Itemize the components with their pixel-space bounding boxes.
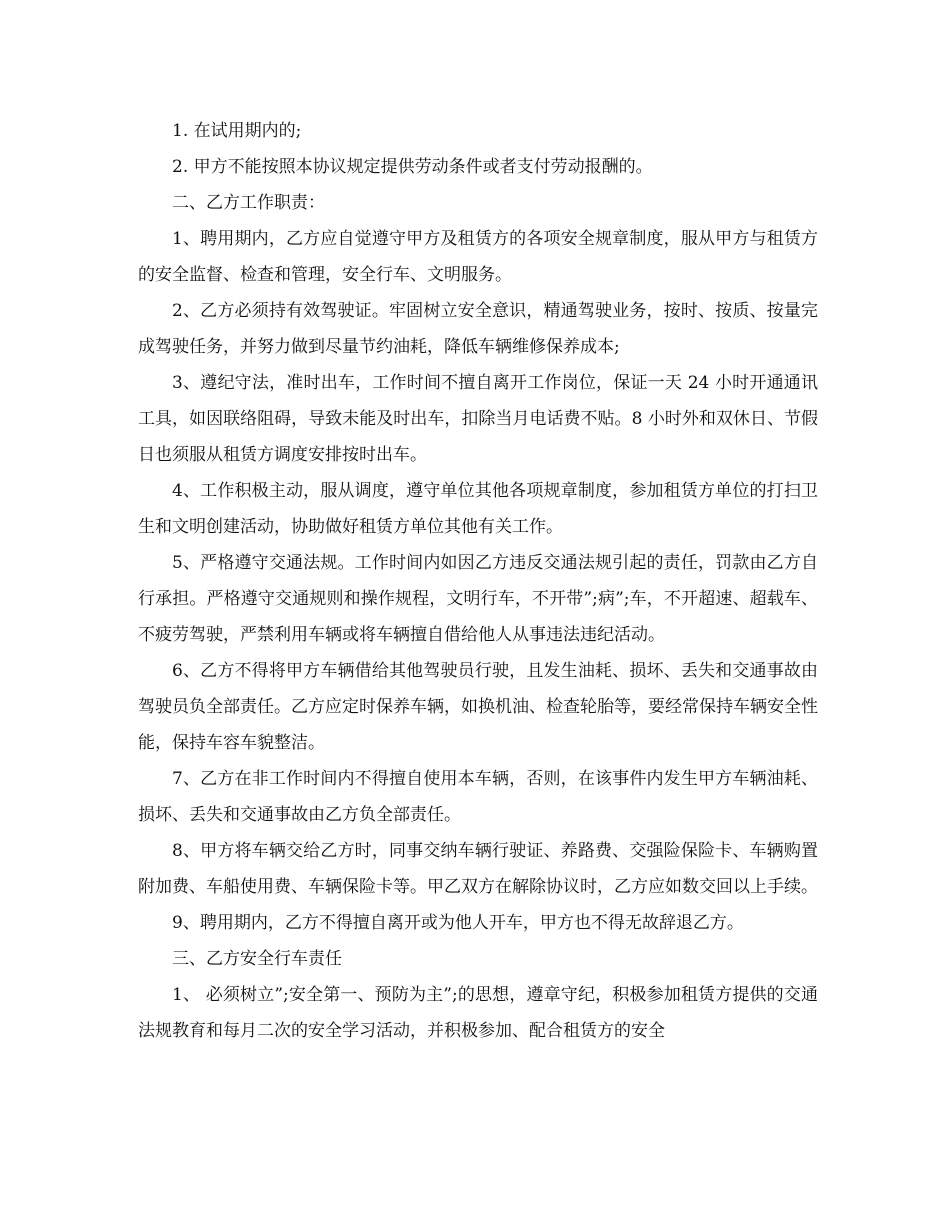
paragraph: 9、聘用期内，乙方不得擅自离开或为他人开车，甲方也不得无故辞退乙方。 <box>172 913 744 933</box>
paragraph: 8、甲方将车辆交给乙方时，同事交纳车辆行驶证、养路费、交强险保险卡、车辆购置附加费、车船使用费、车辆保险卡等。甲乙双方在解除协议时，乙方应如数交回以上手续。 <box>138 841 818 897</box>
section-heading: 二、乙方工作职责： <box>172 193 325 213</box>
paragraph: 3、遵纪守法，准时出车，工作时间不擅自离开工作岗位，保证一天 24 小时开通通讯工具，如因联络阻碍，导致未能及时出车，扣除当月电话费不贴。8 小时外和双休日、节假日也须服从租赁方调度安排按时出车。 <box>138 373 818 465</box>
paragraph: 1、聘用期内，乙方应自觉遵守甲方及租赁方的各项安全规章制度，服从甲方与租赁方的安全监督、检查和管理，安全行车、文明服务。 <box>138 229 818 285</box>
paragraph: 4、工作积极主动，服从调度，遵守单位其他各项规章制度，参加租赁方单位的打扫卫生和文明创建活动，协助做好租赁方单位其他有关工作。 <box>138 481 818 537</box>
paragraph: 2. 甲方不能按照本协议规定提供劳动条件或者支付劳动报酬的。 <box>172 157 653 177</box>
paragraph: 5、严格遵守交通法规。工作时间内如因乙方违反交通法规引起的责任，罚款由乙方自行承担。严格遵守交通规则和操作规程，文明行车，不开带”;病”;车，不开超速、超载车、不疲劳驾驶，严禁利用车辆或将车辆擅自借给他人从事违法违纪活动。 <box>138 553 818 645</box>
paragraph: 7、乙方在非工作时间内不得擅自使用本车辆，否则，在该事件内发生甲方车辆油耗、损坏、丢失和交通事故由乙方负全部责任。 <box>138 769 818 825</box>
paragraph: 1、 必须树立”;安全第一、预防为主”;的思想，遵章守纪，积极参加租赁方提供的交通法规教育和每月二次的安全学习活动，并积极参加、配合租赁方的安全 <box>138 985 818 1041</box>
paragraph: 1. 在试用期内的; <box>172 121 302 141</box>
paragraph: 6、乙方不得将甲方车辆借给其他驾驶员行驶，且发生油耗、损坏、丢失和交通事故由驾驶员负全部责任。乙方应定时保养车辆，如换机油、检查轮胎等，要经常保持车辆安全性能，保持车容车貌整洁。 <box>138 661 818 753</box>
paragraph: 2、乙方必须持有效驾驶证。牢固树立安全意识，精通驾驶业务，按时、按质、按量完成驾驶任务，并努力做到尽量节约油耗，降低车辆维修保养成本; <box>138 301 818 357</box>
section-heading: 三、乙方安全行车责任 <box>172 949 342 969</box>
document-body <box>138 113 818 1049</box>
